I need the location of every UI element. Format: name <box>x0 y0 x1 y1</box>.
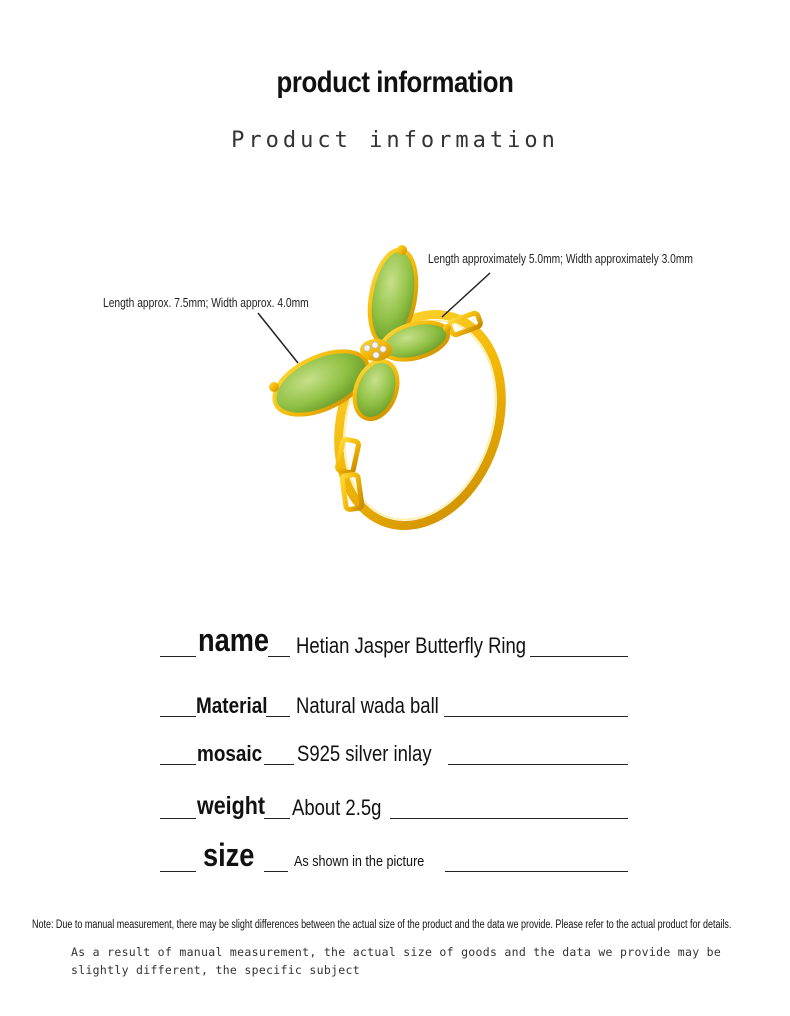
callout-large-wing-size: Length approx. 7.5mm; Width approx. 4.0mm <box>103 296 309 310</box>
spec-row-name <box>160 615 628 665</box>
spec-value: As shown in the picture <box>294 853 425 870</box>
callout-line-left <box>258 313 298 363</box>
spec-value: Natural wada ball <box>296 693 439 718</box>
callout-line-right <box>442 273 490 317</box>
page-title: product information <box>276 66 514 99</box>
spec-row-material <box>160 675 628 725</box>
spec-row-mosaic <box>160 723 628 773</box>
spec-value: S925 silver inlay <box>297 741 432 766</box>
page-subtitle: Product information <box>231 128 559 153</box>
spec-label: weight <box>197 792 266 820</box>
spec-value: Hetian Jasper Butterfly Ring <box>296 633 527 658</box>
measurement-note-secondary: As a result of manual measurement, the actual size of goods and the data we provide may be slightly different, the specific subject <box>71 945 722 977</box>
spec-value: About 2.5g <box>292 795 382 820</box>
spec-label: name <box>198 622 270 658</box>
measurement-note: Note: Due to manual measurement, there may be slight differences between the actual size of the product and the data we provide. Please refer to the actual product for details. <box>32 919 732 931</box>
butterfly <box>265 246 453 428</box>
butterfly-ring-image <box>90 235 690 555</box>
spec-label: mosaic <box>197 741 263 766</box>
spec-row-size <box>160 830 628 880</box>
spec-label: size <box>203 837 255 873</box>
callout-small-wing-size: Length approximately 5.0mm; Width approximately 3.0mm <box>428 252 693 266</box>
spec-row-weight <box>160 777 628 827</box>
spec-label: Material <box>196 693 268 718</box>
